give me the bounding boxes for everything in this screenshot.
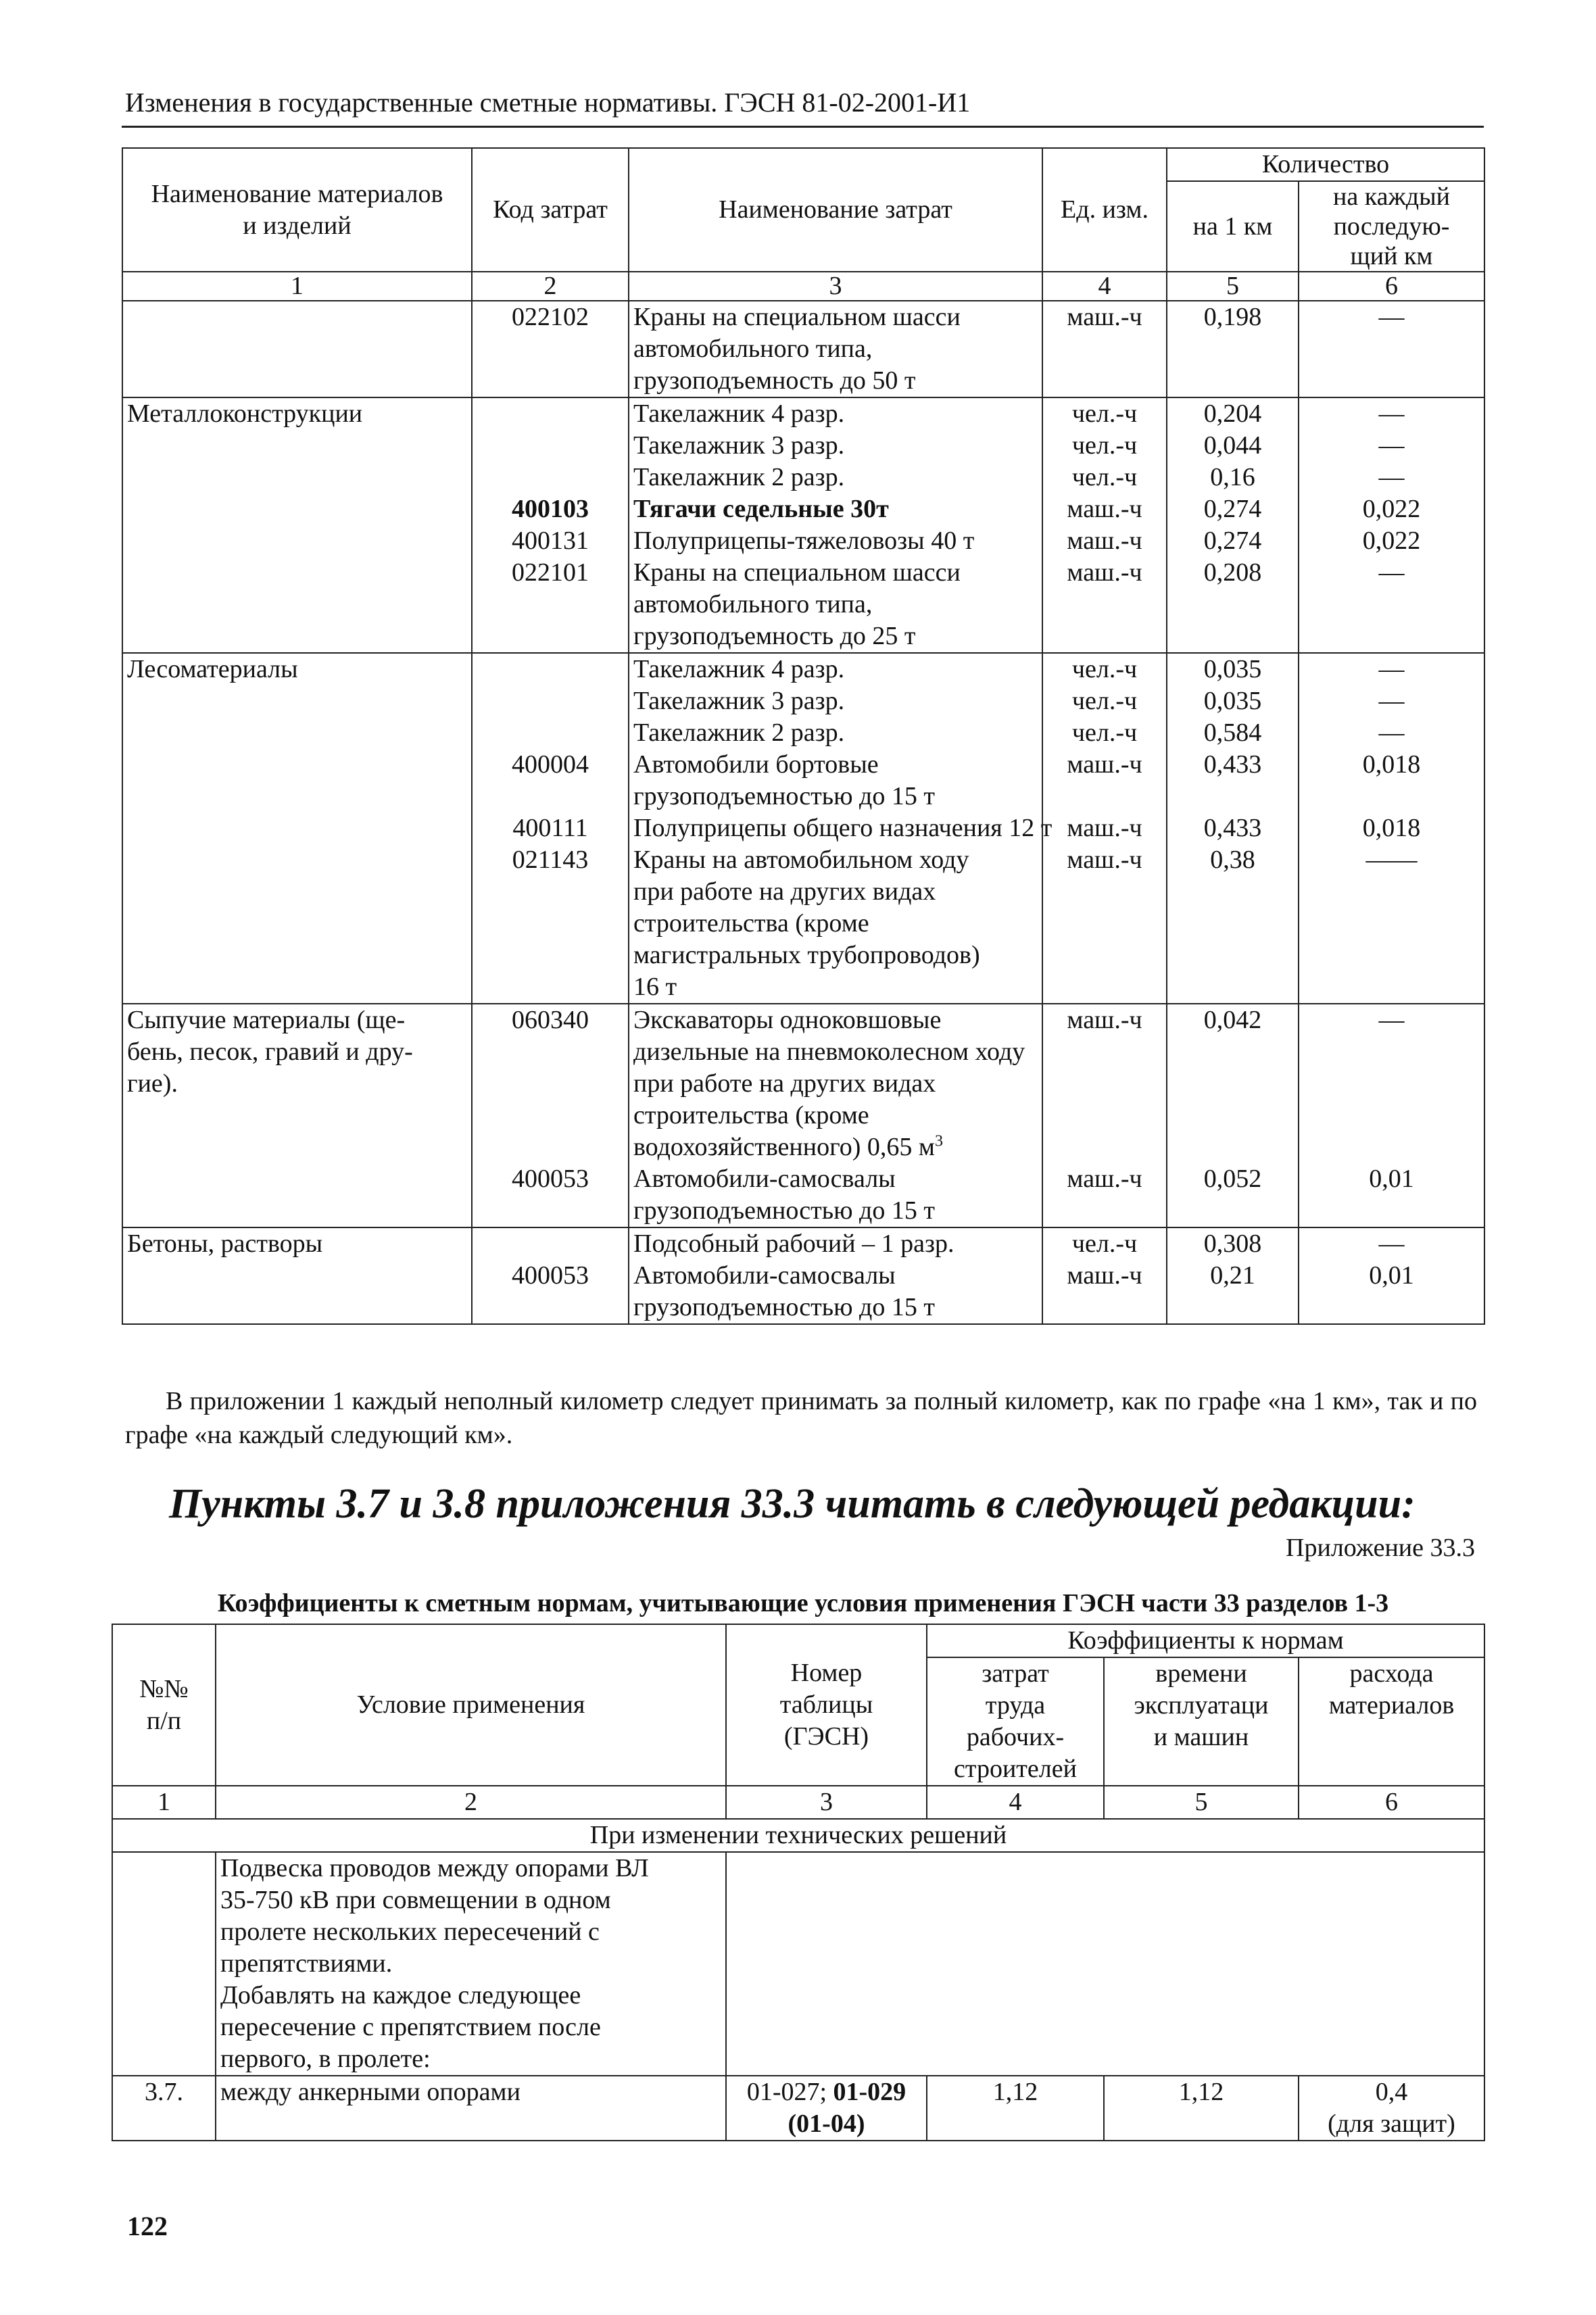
cost-name-line: при работе на других видах: [633, 1069, 936, 1098]
material-name: Бетоны, растворы: [122, 1227, 472, 1324]
material-name: [122, 301, 472, 397]
qty-next-km-cell: — 0,01: [1299, 1227, 1484, 1324]
cost-name-line: Краны на специальном шасси: [633, 558, 961, 587]
row-labor-coef: 1,12: [927, 2076, 1104, 2141]
section-row: При изменении технических решений: [112, 1819, 1484, 1852]
header-condition: Условие применения: [216, 1624, 726, 1786]
cost-code-cell: 022102: [472, 301, 629, 397]
qty-next-km-cell: —: [1299, 301, 1484, 397]
cost-name-line: Полуприцепы общего назначения 12 т: [633, 814, 1053, 842]
cost-name-line: Тягачи седельные 30т: [633, 495, 889, 523]
materials-cost-table: [122, 147, 1485, 1325]
cost-name-line: грузоподъемностью до 15 т: [633, 1293, 935, 1321]
qty-next-km-cell: — — — 0,018 0,018 ——: [1299, 653, 1484, 1004]
qty-per-km-cell: 0,198: [1167, 301, 1299, 397]
running-header: Изменения в государственные сметные нормативы. ГЭСН 81-02-2001-И1: [125, 87, 971, 118]
cost-name-line: грузоподъемность до 25 т: [633, 622, 916, 650]
cost-name-line: автомобильного типа,: [633, 590, 873, 618]
cost-name-line: Такелажник 2 разр.: [633, 463, 845, 491]
material-name: Лесоматериалы: [122, 653, 472, 1004]
cost-name-line: грузоподъемностью до 15 т: [633, 1196, 935, 1225]
header-quantity: Количество: [1167, 148, 1484, 181]
cost-name-line: Такелажник 4 разр.: [633, 399, 845, 428]
cost-name-line: Такелажник 4 разр.: [633, 655, 845, 683]
cost-name-line: 16 т: [633, 973, 677, 1001]
row-material-coef: 0,4 (для защит): [1299, 2076, 1484, 2141]
cost-code-cell: 400053: [472, 1227, 629, 1324]
qty-per-km-cell: 0,035 0,035 0,584 0,433 0,433 0,38: [1167, 653, 1299, 1004]
cost-name-cell: [629, 1227, 1042, 1324]
intro-text: Подвеска проводов между опорами ВЛ 35-750 кВ при совмещении в одном пролете нескольких пересечений с препятствиями. Добавлять на каждое следующее пересечение с препятствием после первого, в пролете:: [216, 1852, 726, 2076]
header-machine-time: времени эксплуатаци и машин: [1104, 1657, 1299, 1786]
unit-cell: чел.-ч чел.-ч чел.-ч маш.-ч маш.-ч маш.-ч: [1042, 653, 1167, 1004]
qty-next-km-cell: — 0,01: [1299, 1004, 1484, 1227]
section-heading: Пункты 3.7 и 3.8 приложения 33.3 читать в следующей редакции:: [169, 1481, 1416, 1527]
cost-name-line: Краны на автомобильном ходу: [633, 846, 969, 874]
material-group-row: [122, 301, 1484, 397]
cost-name-line: при работе на других видах: [633, 877, 936, 906]
cost-name-line: Краны на специальном шасси: [633, 303, 961, 331]
cost-name-cell: [629, 301, 1042, 397]
cost-name-line: строительства (кроме: [633, 1101, 869, 1129]
cost-name-cell: [629, 397, 1042, 653]
cost-name-line: Такелажник 2 разр.: [633, 718, 845, 747]
qty-next-km-cell: — — — 0,022 0,022 —: [1299, 397, 1484, 653]
cost-name-cell: Экскаваторы одноковшовые дизельные на пневмоколесном ходу при работе на других видах строительства (кроме водохозяйственного) 0,65 $м^3$ Автомобили-самосвалы грузоподъемностью до 15 т: [629, 1004, 1042, 1227]
cost-name-line: Автомобили-самосвалы: [633, 1165, 896, 1193]
header-code: Код затрат: [472, 148, 629, 272]
cost-code-cell: 400004 400111 021143: [472, 653, 629, 1004]
cost-name-line: автомобильного типа,: [633, 335, 873, 363]
intro-row: [112, 1852, 1484, 2076]
cost-name-line: Автомобили-самосвалы: [633, 1261, 896, 1290]
cost-name-line: Подсобный рабочий – 1 разр.: [633, 1229, 954, 1258]
cost-name-line: дизельные на пневмоколесном ходу: [633, 1038, 1025, 1066]
cost-name-line: Экскаваторы одноковшовые: [633, 1006, 942, 1034]
material-group-row: [122, 397, 1484, 653]
cost-name-line: магистральных трубопроводов): [633, 941, 980, 969]
table-row: [112, 2076, 1484, 2141]
unit-cell: чел.-ч чел.-ч чел.-ч маш.-ч маш.-ч маш.-ч: [1042, 397, 1167, 653]
cost-name-line: строительства (кроме: [633, 909, 869, 937]
header-material-consumption: расхода материалов: [1299, 1657, 1484, 1786]
material-name: Сыпучие материалы (ще- бень, песок, гравий и дру- гие).: [122, 1004, 472, 1227]
header-labor: затрат труда рабочих- строителей: [927, 1657, 1104, 1786]
material-name: Металлоконструкции: [122, 397, 472, 653]
header-cost-name: Наименование затрат: [629, 148, 1042, 272]
coefficients-table-title: Коэффициенты к сметным нормам, учитывающие условия применения ГЭСН части 33 разделов 1-3: [217, 1589, 1389, 1617]
cost-name-line: Такелажник 3 разр.: [633, 431, 845, 460]
header-unit: Ед. изм.: [1042, 148, 1167, 272]
qty-per-km-cell: 0,308 0,21: [1167, 1227, 1299, 1324]
header-material: Наименование материалов и изделий: [122, 148, 472, 272]
appendix-label: Приложение 33.3: [1286, 1534, 1475, 1562]
page-number: 122: [127, 2211, 168, 2241]
cost-name-line: Автомобили бортовые: [633, 750, 879, 779]
row-table-number: 01-027; 01-029 (01-04): [726, 2076, 927, 2141]
row-condition: между анкерными опорами: [216, 2076, 726, 2141]
column-number-row: 1 2 3 4 5 6: [122, 272, 1484, 301]
cost-name-line: Такелажник 3 разр.: [633, 687, 845, 715]
material-group-row: [122, 653, 1484, 1004]
cost-name-line: грузоподъемностью до 15 т: [633, 782, 935, 810]
material-group-row: [122, 1227, 1484, 1324]
qty-per-km-cell: 0,204 0,044 0,16 0,274 0,274 0,208: [1167, 397, 1299, 653]
row-machine-coef: 1,12: [1104, 2076, 1299, 2141]
row-number: 3.7.: [112, 2076, 216, 2141]
header-num: №№ п/п: [112, 1624, 216, 1786]
qty-per-km-cell: 0,042 0,052: [1167, 1004, 1299, 1227]
header-table-number: Номер таблицы (ГЭСН): [726, 1624, 927, 1786]
unit-cell: маш.-ч маш.-ч: [1042, 1004, 1167, 1227]
note-paragraph: В приложении 1 каждый неполный километр следует принимать за полный километр, как по графе «на 1 км», так и по графе «на каждый следующий км».: [125, 1387, 1477, 1449]
unit-cell: чел.-ч маш.-ч: [1042, 1227, 1167, 1324]
column-number-row: 1 2 3 4 5 6: [112, 1786, 1484, 1819]
coefficients-table: [112, 1624, 1485, 2141]
header-coefficients: Коэффициенты к нормам: [927, 1624, 1484, 1657]
header-rule: [122, 126, 1484, 128]
material-group-row: [122, 1004, 1484, 1227]
cost-name-line: Полуприцепы-тяжеловозы 40 т: [633, 527, 975, 555]
cost-code-cell: 400103 400131 022101: [472, 397, 629, 653]
cost-code-cell: 060340 400053: [472, 1004, 629, 1227]
header-next-km: на каждый последую- щий км: [1299, 181, 1484, 272]
unit-cell: маш.-ч: [1042, 301, 1167, 397]
cost-name-line: грузоподъемность до 50 т: [633, 366, 916, 395]
cost-name-cell: [629, 653, 1053, 1004]
header-per-km: на 1 км: [1167, 181, 1299, 272]
